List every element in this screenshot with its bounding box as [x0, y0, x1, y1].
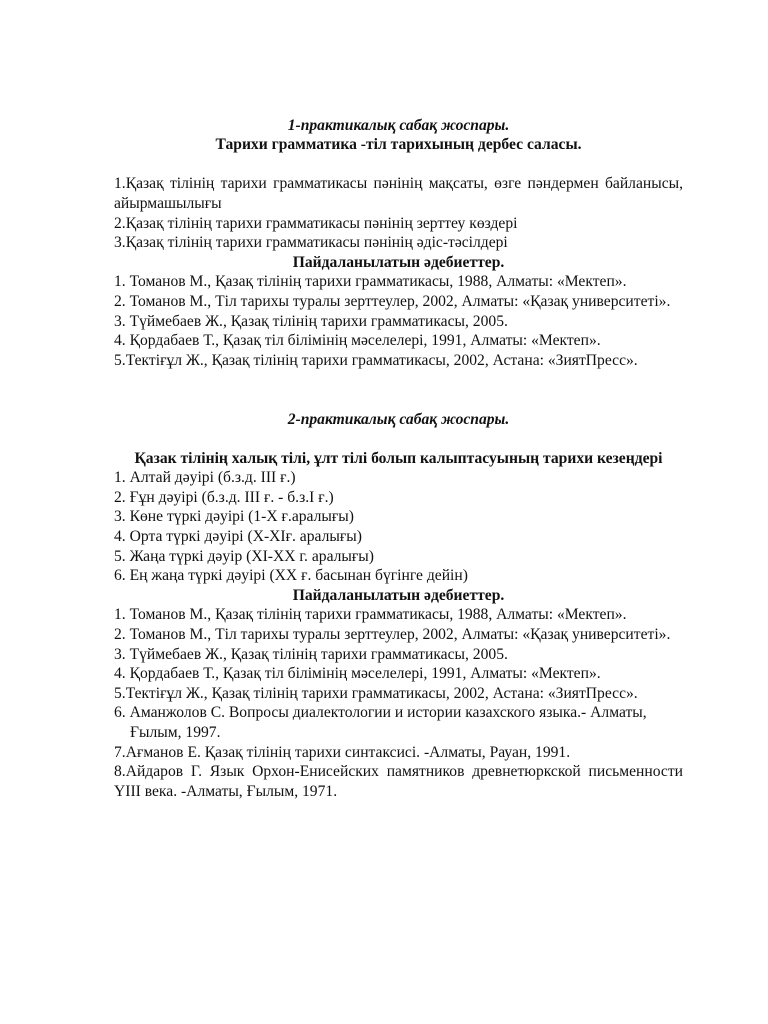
spacer: [114, 155, 683, 175]
plan-heading-1: 1-практикалық сабақ жоспары.: [287, 116, 510, 134]
literature-item: 7.Ағманов Е. Қазақ тілінің тарихи синтаксисі. -Алматы, Рауан, 1991.: [114, 743, 571, 761]
plan-heading-2: 2-практикалық сабақ жоспары.: [287, 410, 510, 428]
plan-item: 2.Қазақ тілінің тарихи грамматикасы пәнінің зерттеу көздері: [114, 214, 518, 232]
literature-item: 8.Айдаров Г. Язык Орхон-Енисейских памятников древнетюркской письменности ҮІІІ века. -Алматы, Ғылым, 1971.: [114, 763, 683, 800]
literature-item: 5.Тектіғұл Ж., Қазақ тілінің тарихи грамматикасы, 2002, Астана: «ЗиятПресс».: [114, 684, 638, 702]
literature-item: 1. Томанов М., Қазақ тілінің тарихи грамматикасы, 1988, Алматы: «Мектеп».: [114, 273, 627, 291]
plan-item: 1. Алтай дәуірі (б.з.д. ІІІ ғ.): [114, 469, 296, 487]
plan-item: 3. Көне түркі дәуірі (1-Х ғ.аралығы): [114, 508, 354, 526]
literature-item: 3. Түймебаев Ж., Қазақ тілінің тарихи грамматикасы, 2005.: [114, 312, 508, 330]
plan-item: 3.Қазақ тілінің тарихи грамматикасы пәнінің әдіс-тәсілдері: [114, 234, 508, 252]
spacer: [114, 370, 683, 409]
plan-item: 4. Орта түркі дәуірі (Х-ХІғ. аралығы): [114, 528, 362, 546]
spacer: [114, 429, 683, 449]
plan-item: 6. Ең жаңа түркі дәуірі (ХХ ғ. басынан бүгінге дейін): [114, 567, 468, 585]
plan-item: 1.Қазақ тілінің тарихи грамматикасы пәнінің мақсаты, өзге пәндермен байланысы, айырмашылығы: [114, 175, 683, 212]
literature-item: 2. Томанов М., Тіл тарихы туралы зерттеулер, 2002, Алматы: «Қазақ университеті».: [114, 292, 671, 310]
literature-heading-2: Пайдаланылатын әдебиеттер.: [292, 586, 505, 604]
plan-title-2: Қазак тілінің халық тілі, ұлт тілі болып калыптасуының тарихи кезеңдері: [134, 449, 663, 467]
literature-item: 4. Қордабаев Т., Қазақ тіл білімінің мәселелері, 1991, Алматы: «Мектеп».: [114, 665, 601, 683]
spacer: [114, 96, 683, 116]
literature-heading-1: Пайдаланылатын әдебиеттер.: [292, 253, 505, 271]
literature-item: 2. Томанов М., Тіл тарихы туралы зерттеулер, 2002, Алматы: «Қазақ университеті».: [114, 626, 671, 644]
literature-item: 4. Қордабаев Т., Қазақ тіл білімінің мәселелері, 1991, Алматы: «Мектеп».: [114, 332, 601, 350]
plan-title-1: Тарихи грамматика -тіл тарихының дербес саласы.: [215, 136, 582, 154]
literature-item: 5.Тектіғұл Ж., Қазақ тілінің тарихи грамматикасы, 2002, Астана: «ЗиятПресс».: [114, 351, 638, 369]
plan-item: 5. Жаңа түркі дәуір (ХІ-ХХ г. аралығы): [114, 547, 374, 565]
plan-item: 2. Ғұн дәуірі (б.з.д. ІІІ ғ. - б.з.І ғ.): [114, 488, 334, 506]
literature-item: 6. Аманжолов С. Вопросы диалектологии и истории казахского языка.- Алматы, Ғылым, 1997.: [114, 704, 647, 741]
document-body: [114, 96, 683, 801]
literature-item: 1. Томанов М., Қазақ тілінің тарихи грамматикасы, 1988, Алматы: «Мектеп».: [114, 606, 627, 624]
literature-item: 3. Түймебаев Ж., Қазақ тілінің тарихи грамматикасы, 2005.: [114, 645, 508, 663]
